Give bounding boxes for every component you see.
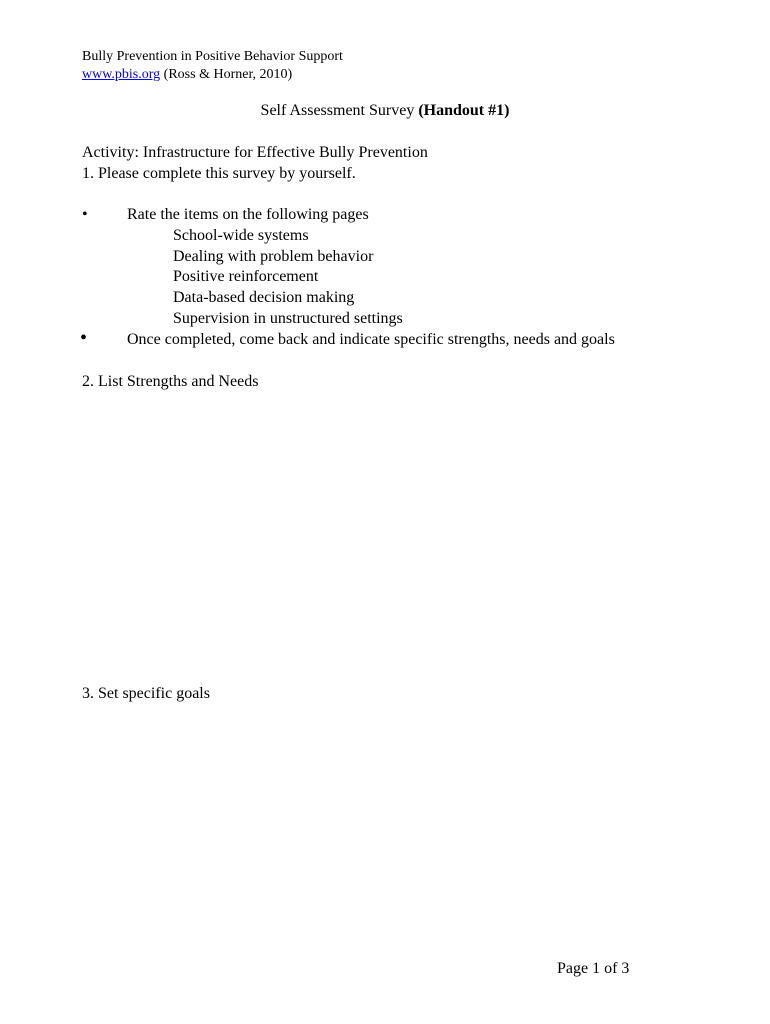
step-2: 2. List Strengths and Needs [82,373,259,390]
activity-line: Activity: Infrastructure for Effective Bully Prevention [82,144,428,161]
subitem-school-wide: School-wide systems [173,227,309,244]
header-citation: (Ross & Horner, 2010) [160,67,293,82]
subitem-supervision: Supervision in unstructured settings [173,310,403,327]
subitem-reinforcement: Positive reinforcement [173,268,319,285]
bullet-rate-items: Rate the items on the following pages [127,206,369,223]
header-program-name: Bully Prevention in Positive Behavior Support [82,49,343,64]
step-1: 1. Please complete this survey by yourself. [82,165,356,182]
page-title [0,101,770,121]
bullet-marker: • [82,206,88,223]
pbis-link[interactable]: www.pbis.org [82,67,161,82]
subitem-data-based: Data-based decision making [173,289,355,306]
page-number: Page 1 of 3 [557,960,630,977]
title-main: Self Assessment Survey [260,102,419,119]
subitem-problem-behavior: Dealing with problem behavior [173,248,374,265]
step-3: 3. Set specific goals [82,685,210,702]
bullet-once-completed: Once completed, come back and indicate specific strengths, needs and goals [127,331,615,348]
header-source-line [82,66,292,83]
bullet-marker: • [80,327,88,349]
title-handout: (Handout #1) [418,102,510,119]
